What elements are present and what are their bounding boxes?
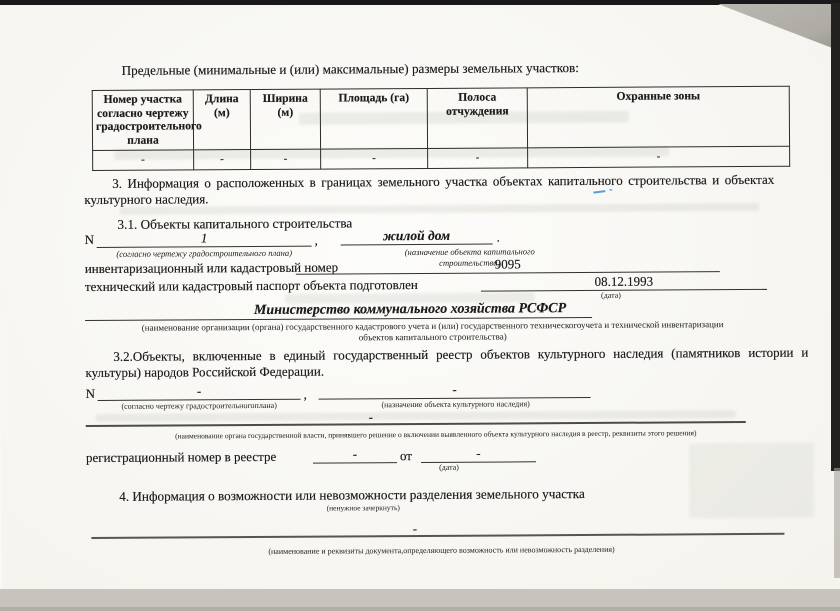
- s32-purpose-caption: (назначение объекта культурного наследия): [381, 399, 530, 410]
- limits-table: [92, 86, 790, 171]
- passport-date-value: 08.12.1993: [594, 273, 654, 289]
- inventory-number-value: 9095: [494, 256, 521, 272]
- scan-edge-bottom-line: [0, 607, 840, 611]
- s4-strike-caption: (ненужное зачеркнуть): [326, 503, 400, 513]
- section-4-heading: 4. Информация о возможности или невозможности разделения земельного участка: [119, 485, 585, 504]
- scan-edge-top: [0, 0, 840, 5]
- registry-number-value: -: [352, 446, 358, 462]
- s4-document-value: -: [412, 521, 418, 537]
- s32-date-caption: (дата): [439, 462, 459, 472]
- s4-document-caption: (наименование и реквизиты документа,определяющего возможность или невозможность разделения): [268, 544, 615, 556]
- inventory-number-label: инвентаризационный или кадастровый номер: [84, 259, 339, 277]
- table-cell: -: [251, 149, 321, 169]
- table-header-plot-number: Номер участка согласно чертежу градостроительного плана: [92, 90, 193, 150]
- s31-purpose-caption: (назначение объекта капитального строительства): [404, 246, 535, 268]
- table-cell: -: [93, 150, 194, 171]
- table-cell: -: [321, 148, 428, 169]
- table-row: [93, 146, 790, 170]
- s31-purpose-value: жилой дом: [382, 227, 451, 244]
- table-header-width: Ширина (м): [250, 89, 320, 149]
- s32-comma: ,: [303, 386, 307, 402]
- s32-authority-value: -: [368, 409, 373, 425]
- registry-from-label: от: [399, 448, 413, 464]
- table-cell: -: [428, 148, 528, 169]
- org-name-value: Министерство коммунального хозяйства РСФСР: [253, 301, 567, 319]
- s32-plot-number-field: [98, 384, 301, 401]
- doc-title: Предельные (минимальные и (или) максимальные) размеры земельных участков:: [121, 60, 579, 78]
- s31-plot-number-value: 1: [200, 230, 208, 246]
- passport-label: технический или кадастровый паспорт объекта подготовлен: [84, 277, 418, 295]
- table-header-row: [92, 86, 789, 150]
- table-header-area: Площадь (га): [320, 88, 427, 148]
- table-header-strip: Полоса отчуждения: [427, 88, 527, 148]
- registry-number-field: [313, 447, 397, 464]
- s32-purpose-value: -: [452, 381, 457, 397]
- org-caption: [85, 319, 780, 346]
- table-cell: -: [528, 146, 790, 168]
- s31-n-label: N: [84, 231, 95, 248]
- table-header-zones: Охранные зоны: [527, 86, 789, 147]
- s32-n-label: N: [85, 385, 96, 402]
- s4-document-field: [91, 519, 784, 539]
- registry-date-field: [421, 446, 536, 463]
- s32-authority-caption: (наименование органа государственной власти, принявшего решение о включении выявленного объекта культурного наследия в реестр, реквизиты этого решения): [175, 428, 697, 441]
- registry-date-value: -: [476, 445, 481, 461]
- section-3-2-paragraph: 3.2.Объекты, включенные в единый государственный реестр объектов культурного наследия (памятников истории и культуры) народов Российской Федерации.: [85, 344, 809, 380]
- org-caption-line2: объектов капитального строительства): [358, 331, 507, 343]
- s32-authority-field: [86, 407, 746, 427]
- scan-edge-right-lower: [834, 468, 840, 578]
- registry-number-label: регистрационный номер в реестре: [85, 448, 277, 466]
- passport-date-field: [481, 274, 767, 292]
- s31-period: .: [496, 229, 500, 245]
- org-name-underline: [85, 302, 592, 321]
- section-3-1-heading: 3.1. Объекты капитального строительства: [117, 215, 353, 232]
- org-caption-line1: (наименование организации (органа) государственного кадастрового учета и (или) государственного техническогоучета и технической инвентаризации: [141, 319, 724, 333]
- scan-edge-right: [831, 3, 840, 471]
- s31-plot-number-field: [97, 231, 312, 248]
- table-header-length: Длина (м): [193, 90, 250, 150]
- s31-date-caption: (дата): [600, 290, 621, 300]
- s32-purpose-field: [319, 382, 591, 400]
- s32-plot-number-caption: (согласно чертежу градостроительногоплана): [121, 400, 277, 411]
- s31-comma: ,: [314, 232, 318, 248]
- inventory-number-field: [296, 256, 720, 275]
- s32-plot-number-value: -: [196, 383, 202, 399]
- section-3-paragraph: 3. Информация о расположенных в границах земельного участка объектах капитального строительства и объектах культурного наследия.: [84, 171, 775, 207]
- bleed-through-artifact: [689, 443, 814, 519]
- s31-purpose-field: [341, 229, 493, 246]
- s31-plot-number-caption: (согласно чертежу градостроительного плана): [116, 247, 293, 259]
- table-cell: -: [194, 149, 251, 169]
